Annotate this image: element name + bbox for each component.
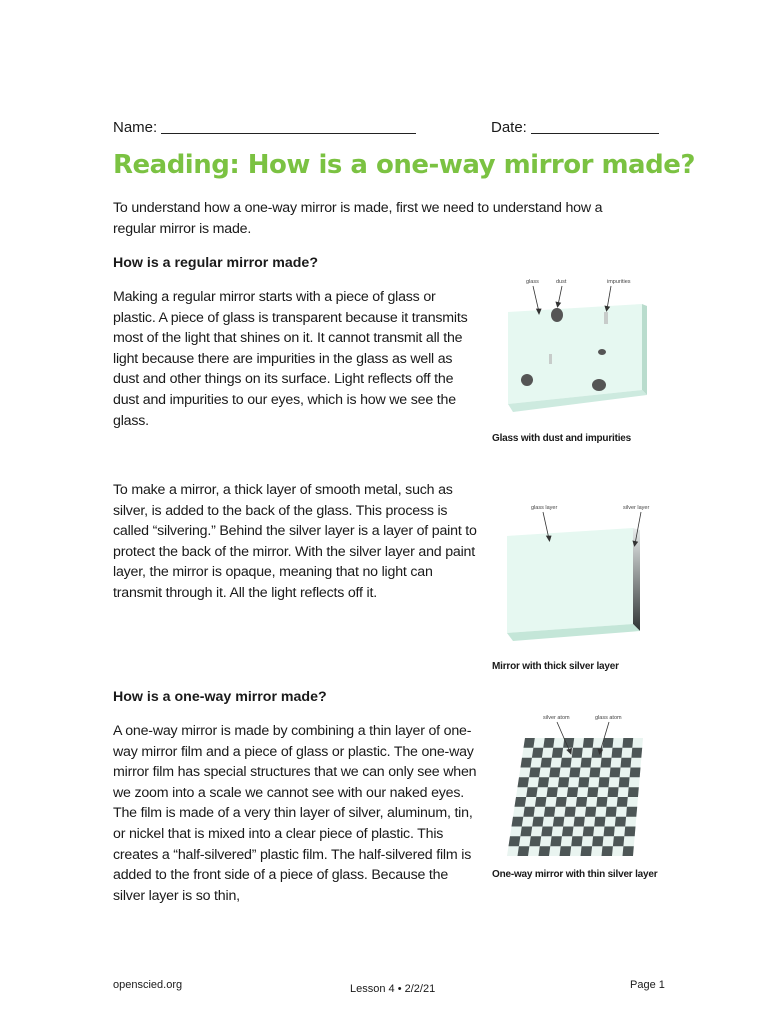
mirror-diagram (495, 496, 665, 646)
one-way-mirror-diagram (495, 708, 665, 863)
silver-atom-square (560, 846, 572, 856)
silver-atom-square (623, 846, 634, 856)
silver-atom-square (529, 768, 540, 778)
silver-atom-square (578, 777, 589, 787)
footer-lesson: Lesson 4 • 2/2/21 (350, 983, 436, 995)
silver-atom-square (524, 738, 535, 748)
silver-atom-square (576, 797, 587, 807)
silver-atom-square (543, 738, 554, 748)
silver-atom-square (581, 758, 592, 768)
silver-atom-square (532, 817, 544, 827)
date-field[interactable] (491, 119, 659, 136)
silver-atom-square (544, 807, 556, 817)
date-label: Date: (491, 119, 527, 136)
silver-atom-square (621, 758, 632, 768)
silver-atom-square (512, 817, 524, 827)
mirror-slab (507, 528, 640, 641)
label-dust: dust (556, 279, 567, 285)
silver-atom-square (562, 827, 574, 837)
silver-atom-square (583, 738, 594, 748)
silver-atom-square (626, 807, 637, 817)
silver-atom-square (594, 817, 605, 827)
one-way-mirror-figure-caption: One-way mirror with thin silver layer (492, 869, 658, 880)
silver-atom-square (574, 817, 585, 827)
label-glass-layer: glass layer (531, 505, 558, 511)
glass-figure-caption: Glass with dust and impurities (492, 433, 632, 444)
silver-atom-square (581, 846, 593, 856)
label-glass-atom: glass atom (595, 715, 622, 721)
silver-atom-square (622, 738, 633, 748)
silver-atom-square (520, 827, 532, 837)
silver-atom-square (601, 758, 612, 768)
date-blank-line[interactable] (531, 119, 659, 134)
dust-particle (598, 349, 606, 355)
label-silver-atom: silver atom (543, 715, 570, 721)
silver-atom-square (539, 846, 551, 856)
dust-particle (521, 374, 533, 386)
silver-atom-square (518, 846, 530, 856)
intro-paragraph: To understand how a one-way mirror is made, first we need to understand how a regular mirror is made. (113, 200, 603, 237)
silver-atom-square (571, 836, 583, 846)
silver-atom-square (535, 797, 547, 807)
silver-atom-square (604, 827, 615, 837)
silvering-paragraph: To make a mirror, a thick layer of smooth metal, such as silver, is added to the back of the glass. This process is called “silvering.” Behind the silver layer is a layer of paint to protect the back of the mirror. With the silver layer and paint layer, the mirror is opaque, meaning that no light can transmit through it. All the light reflects off it. (113, 482, 477, 601)
silver-atom-square (624, 827, 635, 837)
section-heading-regular-mirror: How is a regular mirror made? (113, 255, 318, 271)
label-glass: glass (526, 279, 539, 285)
label-impurities: impurities (607, 279, 631, 285)
silver-atom-square (518, 777, 530, 787)
silver-atom-square (612, 748, 623, 758)
name-field[interactable] (113, 119, 416, 136)
silver-atom-square (606, 807, 617, 817)
footer-website: openscied.org (113, 979, 183, 991)
silver-atom-square (583, 827, 595, 837)
label-silver-layer: silver layer (623, 505, 650, 511)
silver-atom-square (631, 748, 642, 758)
silver-atom-square (572, 748, 583, 758)
section-heading-one-way-mirror: How is a one-way mirror made? (113, 689, 327, 705)
silver-atom-square (589, 768, 600, 778)
silver-atom-square (549, 768, 560, 778)
silver-atom-square (628, 787, 639, 797)
impurity-mark (604, 312, 608, 324)
silver-atom-square (526, 787, 538, 797)
silver-atom-square (598, 777, 609, 787)
silver-atom-square (558, 777, 569, 787)
silver-atom-square (555, 797, 566, 807)
silver-atom-square (547, 787, 558, 797)
silver-atom-square (541, 758, 552, 768)
silver-atom-square (552, 748, 563, 758)
footer-page-number: Page 1 (630, 979, 665, 991)
one-way-mirror-paragraph: A one-way mirror is made by combining a thin layer of one-way mirror film and a piece of glass or plastic. The one-way mirror film has special structures that we can only see when we zoom into a scale we cannot see with our naked eyes. The film is made of a very thin layer of silver, aluminum, tin, or nickel that is mixed into a clear piece of plastic. This creates a “half-silvered” plastic film. The half-silvered film is added to the front side of a piece of glass. Because the silver layer is so thin, (113, 723, 477, 904)
silver-atom-square (608, 787, 619, 797)
silver-atom-square (532, 748, 543, 758)
silver-atom-square (553, 817, 565, 827)
glass-diagram (490, 272, 660, 427)
silver-atom-square (509, 836, 521, 846)
silver-atom-square (630, 768, 641, 778)
silver-atom-square (550, 836, 562, 846)
silver-atom-square (615, 817, 626, 827)
impurity-mark (549, 354, 552, 364)
silver-atom-square (617, 797, 628, 807)
silver-atom-square (592, 836, 603, 846)
silver-atom-square (619, 777, 630, 787)
name-blank-line[interactable] (161, 119, 416, 134)
silver-atom-square (529, 836, 541, 846)
silver-atom-square (602, 846, 613, 856)
silver-atom-square (561, 758, 572, 768)
page-title: Reading: How is a one-way mirror made? (113, 150, 695, 180)
name-label: Name: (113, 119, 158, 136)
dust-particle (592, 379, 606, 391)
mirror-figure-caption: Mirror with thick silver layer (492, 661, 619, 672)
silver-atom-square (587, 787, 598, 797)
silver-atom-square (538, 777, 550, 787)
silver-atom-square (521, 758, 532, 768)
silver-atom-square (541, 827, 553, 837)
silver-atom-square (596, 797, 607, 807)
dust-particle (551, 308, 563, 322)
silver-atom-square (523, 807, 535, 817)
regular-mirror-paragraph: Making a regular mirror starts with a piece of glass or plastic. A piece of glass is transparent because it transmits most of the light that shines on it. It cannot transmit all the light because there are impurities in the glass as well as dust and other things on its surface. Light reflects off the dust and impurities to our eyes, which is how we see the glass. (113, 289, 468, 429)
silver-atom-square (585, 807, 596, 817)
silver-atom-square (610, 768, 621, 778)
silver-atom-square (515, 797, 527, 807)
silver-atom-square (603, 738, 614, 748)
silver-atom-square (567, 787, 578, 797)
silver-atom-square (569, 768, 580, 778)
silver-atom-square (564, 807, 575, 817)
glass-slab (508, 304, 647, 412)
silver-atom-square (613, 836, 624, 846)
